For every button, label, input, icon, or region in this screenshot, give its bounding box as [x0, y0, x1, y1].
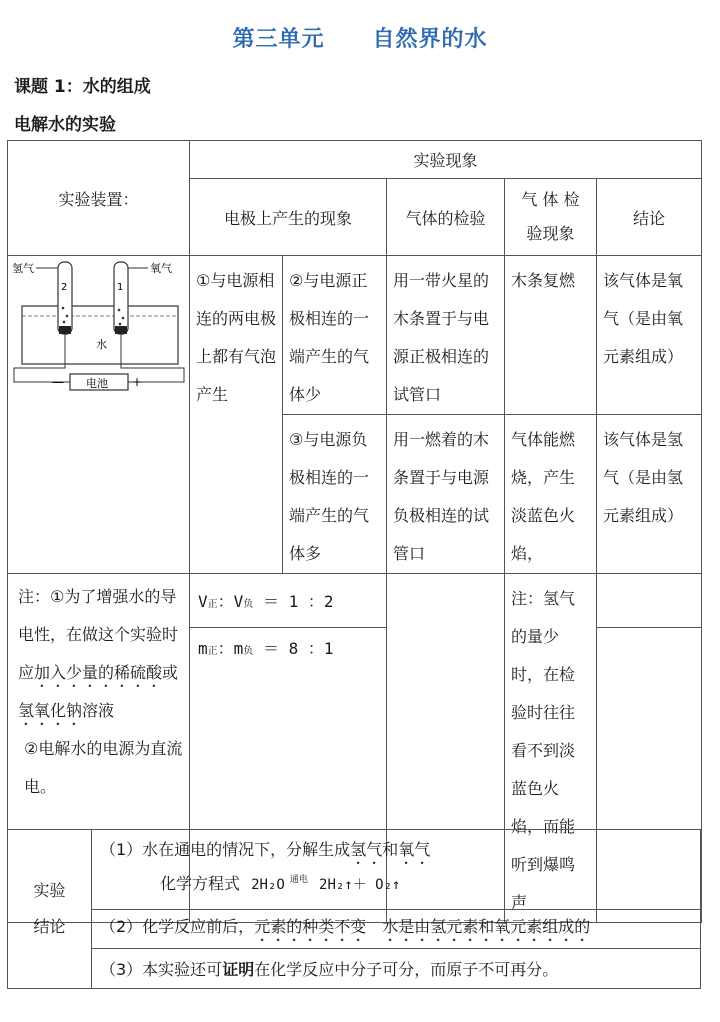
oxygen-phenomenon-cell: [505, 256, 597, 415]
note-prefix: 注：①为了增强水的导电性，在做这个实验时应: [18, 587, 179, 682]
hydrogen-phenomenon-cell: [505, 415, 597, 574]
header-conclusion: 结论: [597, 179, 702, 256]
apparatus-header: 实验装置：: [8, 141, 190, 256]
oxygen-electrode-text: ②与电源正极相连的一端产生的气体少: [289, 271, 370, 404]
hydrogen-electrode-text: ③与电源负极相连的一端产生的气体多: [289, 430, 370, 563]
apparatus-diagram-cell: [8, 256, 190, 574]
hydrogen-conclusion-cell: [597, 415, 702, 574]
conclusion-item3: （3）本实验还可证明在化学反应中分子可分，而原子不可再分。: [92, 949, 701, 989]
header-gas-test: 气体的检验: [387, 179, 505, 256]
label-hydrogen: 氢气: [12, 262, 34, 275]
experiment-table: [7, 140, 702, 923]
note-line2: ②电解水的电源为直流电。: [24, 739, 183, 796]
hydrogen-conclusion-text: 该气体是氢气（是由氢元素组成）: [603, 430, 684, 525]
hydrogen-phenomenon-text: 气体能燃烧，产生淡蓝色火焰，: [511, 430, 576, 563]
mass-ratio: m正：m负 ＝ 8 ：1: [198, 638, 334, 658]
phenomena-header: 实验现象: [190, 141, 702, 179]
tube-left-number: 2: [61, 282, 68, 293]
note-mid: 或: [162, 663, 179, 682]
volume-ratio: V正：V负 ＝ 1 ：2: [198, 591, 334, 611]
header-test-phenomenon: 气 体 检 验现象: [505, 179, 597, 256]
hydrogen-note: 注：氢气的量少时，在检验时往往看不到淡蓝色火焰，而能听到爆鸣声: [511, 589, 576, 912]
oxygen-test-text: 用一带火星的木条置于与电源正极相连的试管口: [393, 271, 490, 404]
section-heading: 电解水的实验: [14, 115, 116, 135]
unit-name: 自然界的水: [372, 27, 488, 52]
hydrogen-test-text: 用一燃着的木条置于与电源负极相连的试管口: [393, 430, 490, 563]
oxygen-conclusion-cell: [597, 256, 702, 415]
conclusion-item2: （2）化学反应前后，元素的种类不变 水是由氢元素和氧元素组成的: [92, 910, 701, 949]
note-suffix: 溶液: [82, 701, 115, 720]
beaker: [22, 306, 178, 364]
battery-minus: —: [52, 375, 64, 389]
electrolysis-apparatus-diagram: [10, 258, 188, 393]
empty-conclusion-cell-1: [597, 574, 702, 628]
tube-left: [58, 262, 72, 334]
battery-label: 电池: [86, 377, 108, 390]
page-title: [0, 22, 720, 53]
note-emphasis-base: 氢氧化钠: [18, 701, 83, 720]
label-water: 水: [96, 338, 107, 351]
conclusion-item1-cell: [92, 830, 701, 910]
equation-label: 化学方程式: [160, 874, 241, 893]
oxygen-phenomenon-text: 木条复燃: [511, 271, 576, 290]
chemical-equation: 化学方程式 2H₂O $^{通电}$ 2H₂↑＋ O₂↑: [160, 874, 401, 893]
label-oxygen: 氧气: [150, 262, 172, 275]
electrode-phenomenon: ①与电源相连的两电极上都有气泡产生: [196, 271, 277, 404]
electrode-phenomenon-cell: [190, 256, 283, 574]
header-electrode: 电极上产生的现象: [190, 179, 387, 256]
hydrogen-test-cell: [387, 415, 505, 574]
tube-right-number: 1: [117, 282, 124, 293]
volume-ratio-cell: [190, 574, 387, 628]
oxygen-conclusion-text: 该气体是氧气（是由氧元素组成）: [603, 271, 684, 366]
conclusion-item1: （1）水在通电的情况下，分解生成氢气和氧气: [100, 840, 431, 859]
conclusion-label: 实验结论: [8, 830, 92, 989]
experiment-conclusion-table: [7, 829, 701, 989]
equation-condition: 通电: [289, 875, 308, 885]
oxygen-electrode-cell: [283, 256, 387, 415]
note-emphasis-acid: 加入少量的稀硫酸: [34, 663, 163, 682]
hydrogen-electrode-cell: [283, 415, 387, 574]
lesson-heading: 课题 1：水的组成: [14, 77, 151, 97]
unit-title: 第三单元: [232, 27, 325, 52]
battery-plus: +: [132, 375, 143, 389]
oxygen-test-cell: [387, 256, 505, 415]
